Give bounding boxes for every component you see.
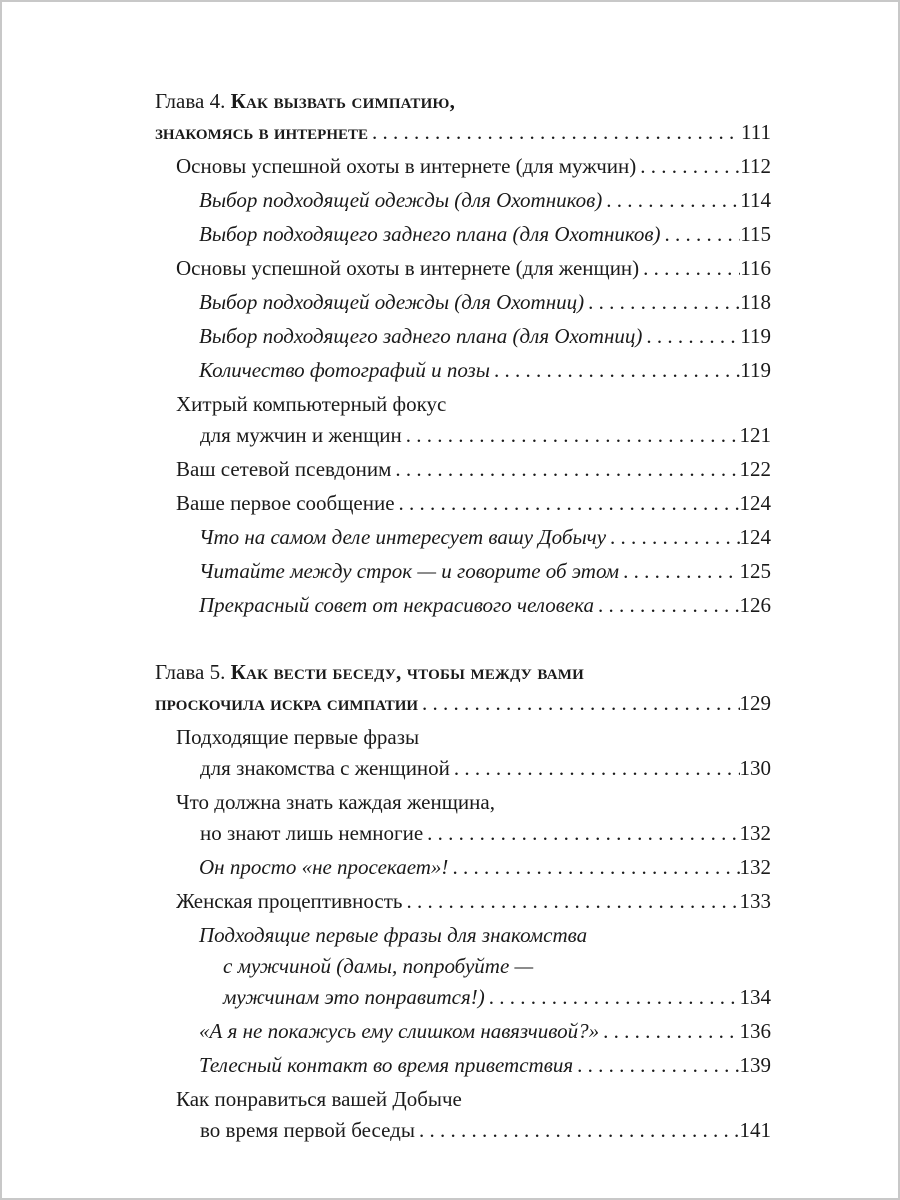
entry-title: Количество фотографий и позы bbox=[199, 358, 490, 382]
dot-leader bbox=[368, 117, 741, 148]
toc-subsection bbox=[155, 920, 771, 1013]
entry-title: «А я не покажусь ему слишком навязчивой?» bbox=[199, 1019, 600, 1043]
entry-title-line: Подходящие первые фразы для знакомства bbox=[199, 923, 588, 947]
toc-subsection bbox=[155, 522, 771, 553]
toc-section bbox=[155, 722, 771, 784]
entry-page-number: 133 bbox=[739, 889, 771, 913]
toc-subsection bbox=[155, 355, 771, 386]
entry-title: Он просто «не просекает»! bbox=[199, 855, 449, 879]
dot-leader bbox=[639, 253, 740, 284]
toc-subsection bbox=[155, 1050, 771, 1081]
entry-title: но знают лишь немногие bbox=[200, 821, 424, 845]
chapter-title-line1: Как вести беседу, чтобы между вами bbox=[230, 660, 584, 684]
chapter-title-line2-row bbox=[155, 117, 771, 148]
chapter-heading bbox=[155, 86, 771, 117]
chapter-block bbox=[155, 657, 771, 1146]
entry-page-number: 114 bbox=[740, 188, 771, 212]
entry-row bbox=[199, 982, 771, 1013]
entry-page-number: 139 bbox=[739, 1053, 771, 1077]
dot-leader bbox=[602, 185, 740, 216]
entry-title: Ваше первое сообщение bbox=[176, 491, 395, 515]
dot-leader bbox=[418, 688, 739, 719]
chapter-word: Глава bbox=[155, 89, 205, 113]
dot-leader bbox=[395, 488, 740, 519]
entry-page-number: 125 bbox=[739, 559, 771, 583]
entry-page-number: 121 bbox=[739, 423, 771, 447]
entry-title: Телесный контакт во время приветствия bbox=[199, 1053, 574, 1077]
dot-leader bbox=[423, 818, 739, 849]
entry-title: Что на самом деле интересует вашу Добычу bbox=[199, 525, 607, 549]
chapter-block bbox=[155, 86, 771, 621]
toc-subsection bbox=[155, 287, 771, 318]
chapter-title-line2: проскочила искра симпатии bbox=[155, 691, 419, 715]
toc-subsection bbox=[155, 219, 771, 250]
chapter-number: 4. bbox=[209, 89, 226, 113]
toc-section bbox=[155, 253, 771, 284]
chapter-title-line2: знакомясь в интернете bbox=[155, 120, 369, 144]
entry-page-number: 119 bbox=[740, 358, 771, 382]
entry-title: Выбор подходящего заднего плана (для Охотников) bbox=[199, 222, 661, 246]
entry-title-line: Что должна знать каждая женщина, bbox=[176, 790, 495, 814]
entry-page-number: 132 bbox=[739, 855, 771, 879]
entry-row bbox=[199, 852, 771, 883]
entry-row bbox=[176, 454, 771, 485]
entry-title-line: с мужчиной (дамы, попробуйте — bbox=[223, 954, 534, 978]
chapter-title-line1: Как вызвать симпатию, bbox=[230, 89, 456, 113]
entry-row bbox=[199, 287, 771, 318]
dot-leader bbox=[485, 982, 740, 1013]
entry-title-line: Хитрый компьютерный фокус bbox=[176, 392, 447, 416]
dot-leader bbox=[594, 590, 740, 621]
entry-row bbox=[199, 219, 771, 250]
entry-page-number: 124 bbox=[739, 525, 771, 549]
entry-row bbox=[199, 355, 771, 386]
toc-subsection bbox=[155, 556, 771, 587]
dot-leader bbox=[606, 522, 739, 553]
chapter-title-line2-row bbox=[155, 688, 771, 719]
dot-leader bbox=[391, 454, 739, 485]
dot-leader bbox=[661, 219, 741, 250]
entry-title: для мужчин и женщин bbox=[200, 423, 402, 447]
toc-section bbox=[155, 886, 771, 917]
entry-title: Выбор подходящей одежды (для Охотников) bbox=[199, 188, 603, 212]
table-of-contents bbox=[155, 86, 771, 1182]
dot-leader bbox=[599, 1016, 739, 1047]
entry-title: во время первой беседы bbox=[200, 1118, 415, 1142]
chapter-word: Глава bbox=[155, 660, 205, 684]
toc-section bbox=[155, 787, 771, 849]
dot-leader bbox=[450, 753, 740, 784]
dot-leader bbox=[619, 556, 739, 587]
toc-section bbox=[155, 1084, 771, 1146]
entry-row bbox=[176, 488, 771, 519]
entry-row bbox=[176, 151, 771, 182]
entry-title: мужчинам это понравится!) bbox=[223, 985, 485, 1009]
entry-page-number: 134 bbox=[739, 985, 771, 1009]
entry-title-line: Как понравиться вашей Добыче bbox=[176, 1087, 462, 1111]
toc-subsection bbox=[155, 852, 771, 883]
toc-section bbox=[155, 151, 771, 182]
chapter-page-number: 129 bbox=[739, 691, 771, 715]
entry-row bbox=[199, 590, 771, 621]
entry-row bbox=[199, 1016, 771, 1047]
entry-row bbox=[176, 253, 771, 284]
entry-page-number: 115 bbox=[740, 222, 771, 246]
dot-leader bbox=[490, 355, 740, 386]
entry-page-number: 119 bbox=[740, 324, 771, 348]
chapter-heading bbox=[155, 657, 771, 688]
entry-row bbox=[199, 556, 771, 587]
entry-page-number: 126 bbox=[739, 593, 771, 617]
entry-page-number: 112 bbox=[740, 154, 771, 178]
dot-leader bbox=[402, 886, 739, 917]
toc-subsection bbox=[155, 1016, 771, 1047]
dot-leader bbox=[584, 287, 740, 318]
entry-title: Выбор подходящего заднего плана (для Охотниц) bbox=[199, 324, 643, 348]
dot-leader bbox=[448, 852, 739, 883]
toc-subsection bbox=[155, 590, 771, 621]
entry-row bbox=[199, 1050, 771, 1081]
entry-page-number: 136 bbox=[739, 1019, 771, 1043]
entry-row bbox=[199, 522, 771, 553]
entry-row bbox=[176, 818, 771, 849]
toc-subsection bbox=[155, 321, 771, 352]
dot-leader bbox=[573, 1050, 739, 1081]
entry-title: Читайте между строк — и говорите об этом bbox=[199, 559, 620, 583]
entry-title: Выбор подходящей одежды (для Охотниц) bbox=[199, 290, 585, 314]
entry-page-number: 132 bbox=[739, 821, 771, 845]
entry-row bbox=[176, 886, 771, 917]
entry-row bbox=[199, 321, 771, 352]
entry-page-number: 130 bbox=[739, 756, 771, 780]
chapter-number: 5. bbox=[209, 660, 226, 684]
toc-subsection bbox=[155, 185, 771, 216]
entry-page-number: 124 bbox=[739, 491, 771, 515]
entry-row bbox=[176, 1115, 771, 1146]
entry-title: Основы успешной охоты в интернете (для женщин) bbox=[176, 256, 640, 280]
entry-row bbox=[176, 420, 771, 451]
dot-leader bbox=[402, 420, 740, 451]
entry-title: для знакомства с женщиной bbox=[200, 756, 450, 780]
chapter-page-number: 111 bbox=[741, 120, 771, 144]
toc-section bbox=[155, 488, 771, 519]
entry-page-number: 116 bbox=[740, 256, 771, 280]
toc-section bbox=[155, 389, 771, 451]
entry-title: Ваш сетевой псевдоним bbox=[176, 457, 392, 481]
entry-title: Женская процептивность bbox=[176, 889, 403, 913]
dot-leader bbox=[636, 151, 740, 182]
entry-row bbox=[199, 185, 771, 216]
dot-leader bbox=[642, 321, 740, 352]
entry-page-number: 118 bbox=[740, 290, 771, 314]
dot-leader bbox=[415, 1115, 740, 1146]
entry-row bbox=[176, 753, 771, 784]
toc-section bbox=[155, 454, 771, 485]
entry-title: Основы успешной охоты в интернете (для мужчин) bbox=[176, 154, 637, 178]
entry-page-number: 141 bbox=[739, 1118, 771, 1142]
entry-title: Прекрасный совет от некрасивого человека bbox=[199, 593, 594, 617]
entry-page-number: 122 bbox=[739, 457, 771, 481]
entry-title-line: Подходящие первые фразы bbox=[176, 725, 420, 749]
